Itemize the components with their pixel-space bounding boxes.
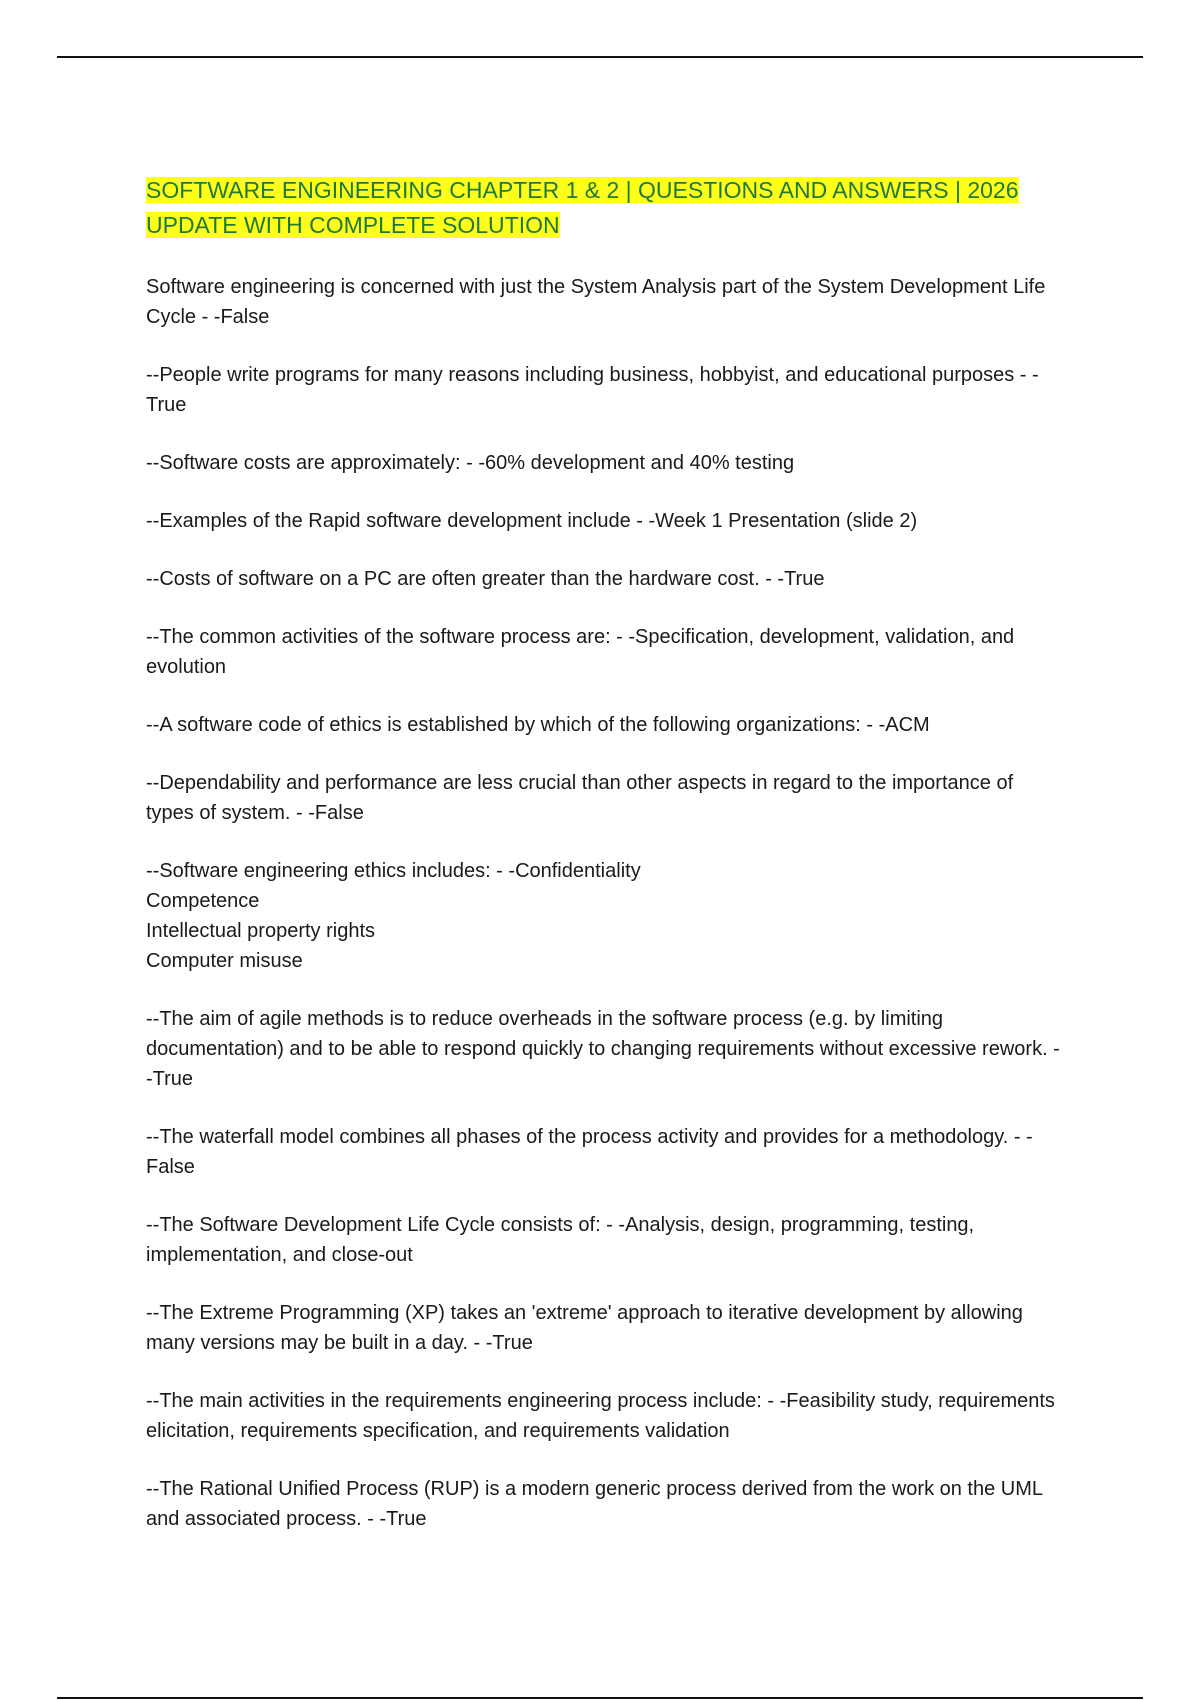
qa-item: --Software costs are approximately: - -60% development and 40% testing [146,452,795,474]
qa-item: --Software engineering ethics includes: - -Confidentiality Competence Intellectual property rights Computer misuse [146,860,641,972]
document-title [146,173,1066,243]
qa-item: --Costs of software on a PC are often greater than the hardware cost. - -True [146,568,825,590]
header-rule [57,56,1143,58]
qa-item: --The Software Development Life Cycle consists of: - -Analysis, design, programming, testing, implementation, and close-out [146,1214,975,1266]
qa-item: --Examples of the Rapid software development include - -Week 1 Presentation (slide 2) [146,510,918,532]
qa-item: --The main activities in the requirements engineering process include: - -Feasibility study, requirements elicitation, requirements specification, and requirements validation [146,1390,1055,1442]
qa-item: --The waterfall model combines all phases of the process activity and provides for a methodology. - -False [146,1126,1033,1178]
qa-item: --Dependability and performance are less crucial than other aspects in regard to the importance of types of system. - -False [146,772,1014,824]
document-body [146,173,1066,1562]
qa-item: --The common activities of the software process are: - -Specification, development, validation, and evolution [146,626,1015,678]
title-highlight: SOFTWARE ENGINEERING CHAPTER 1 & 2 | QUESTIONS AND ANSWERS | 2026 UPDATE WITH COMPLETE SOLUTION [146,177,1019,238]
qa-item: Software engineering is concerned with just the System Analysis part of the System Development Life Cycle - -False [146,276,1046,328]
qa-item: --The aim of agile methods is to reduce overheads in the software process (e.g. by limiting documentation) and to be able to respond quickly to changing requirements without excessive rework. - -True [146,1008,1060,1090]
qa-item: --People write programs for many reasons including business, hobbyist, and educational purposes - -True [146,364,1039,416]
qa-item: --The Extreme Programming (XP) takes an 'extreme' approach to iterative development by allowing many versions may be built in a day. - -True [146,1302,1023,1354]
qa-item: --A software code of ethics is established by which of the following organizations: - -ACM [146,714,930,736]
footer-rule [57,1697,1143,1699]
qa-item: --The Rational Unified Process (RUP) is a modern generic process derived from the work on the UML and associated process. - -True [146,1478,1043,1530]
